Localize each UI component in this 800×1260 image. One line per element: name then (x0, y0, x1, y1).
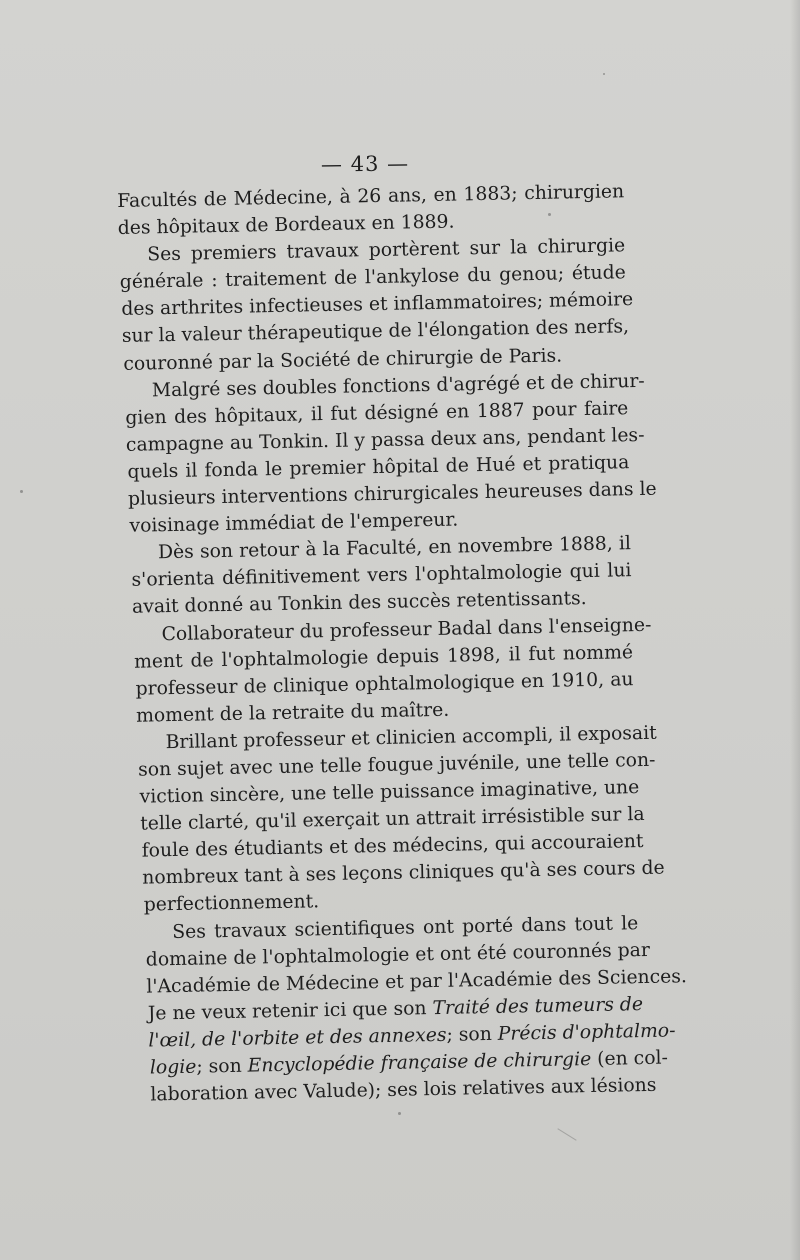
text-line: Facultés de Médecine, à 26 ans, en 1883; chirurgien (117, 181, 625, 212)
scan-speck (398, 1112, 401, 1115)
text-line: couronné par la Société de chirurgie de Paris. (123, 345, 563, 375)
text-line: nombreux tant à ses leçons cliniques qu'à ses cours de (142, 857, 665, 889)
text-line: moment de la retraite du maître. (135, 699, 450, 727)
scan-speck (20, 490, 23, 493)
page-edge-shadow (790, 0, 800, 1260)
text-line: viction sincère, une telle puissance imaginative, une (139, 777, 640, 808)
italic-run: Précis d'ophtalmo- (497, 1020, 676, 1045)
italic-run: Encyclopédie française de chirurgie (247, 1049, 592, 1077)
text-line: voisinage immédiat de l'empereur. (129, 509, 459, 537)
text-line: Brillant professeur et clinicien accompli, il exposait (165, 722, 657, 754)
body-text (116, 178, 688, 1109)
italic-run: l'œil, de l'orbite et des annexes (148, 1024, 447, 1052)
text-line: professeur de clinique ophtalmologique en 1910, au (135, 668, 634, 700)
scan-speck (548, 213, 551, 216)
page-number: — 43 — (320, 151, 410, 177)
text-run: Je ne veux retenir ici que son (147, 997, 433, 1025)
text-line: avait donné au Tonkin des succès retentissants. (131, 588, 587, 619)
text-line: Collaborateur du professeur Badal dans l'enseigne- (161, 614, 652, 645)
text-run: ; son (446, 1023, 498, 1046)
text-line: gien des hôpitaux, il fut désigné en 1887 pour faire (125, 397, 629, 429)
text-line: foule des étudiants et des médecins, qui accouraient (141, 831, 644, 862)
text-run: ; son (196, 1055, 248, 1078)
text-line: Dès son retour à la Faculté, en novembre 1888, il (157, 533, 632, 564)
scan-scratch (557, 1128, 576, 1141)
text-line: son sujet avec une telle fougue juvénile, une telle con- (137, 749, 656, 781)
text-line: s'orienta définitivement vers l'ophtalmologie qui lui (131, 560, 632, 592)
text-line: telle clarté, qu'il exerçait un attrait irrésistible sur la (140, 804, 645, 835)
text-run: l'Académie de Médecine et par l'Académie des Sciences. (146, 965, 688, 998)
text-run: laboration avec Valude); ses lois relatives aux lésions (150, 1074, 657, 1106)
text-line: sur la valeur thérapeutique de l'élongation des nerfs, (121, 316, 630, 348)
text-line: Malgré ses doubles fonctions d'agrégé et de chirur- (151, 370, 645, 402)
text-run: Ses travaux scientifiques ont porté dans tout le (172, 912, 639, 943)
text-line: générale : traitement de l'ankylose du genou; étude (119, 262, 626, 294)
text-line: plusieurs interventions chirurgicales heureuses dans le (127, 478, 657, 510)
italic-run: Traité des tumeurs de (432, 993, 644, 1019)
text-run: domaine de l'ophtalmologie et ont été couronnés par (145, 939, 651, 971)
text-line: perfectionnement. (143, 891, 320, 917)
text-run: (en col- (591, 1047, 669, 1071)
scan-speck (603, 73, 605, 75)
text-line: des hôpitaux de Bordeaux en 1889. (117, 211, 455, 240)
italic-run: logie (149, 1056, 197, 1079)
text-line: Ses premiers travaux portèrent sur la chirurgie (147, 235, 626, 266)
text-line: campagne au Tonkin. Il y passa deux ans, pendant les- (125, 424, 645, 456)
text-line: des arthrites infectieuses et inflammatoires; mémoire (121, 289, 634, 321)
text-line: quels il fonda le premier hôpital de Hué et pratiqua (127, 452, 630, 483)
text-line: ment de l'ophtalmologie depuis 1898, il fut nommé (133, 641, 634, 673)
